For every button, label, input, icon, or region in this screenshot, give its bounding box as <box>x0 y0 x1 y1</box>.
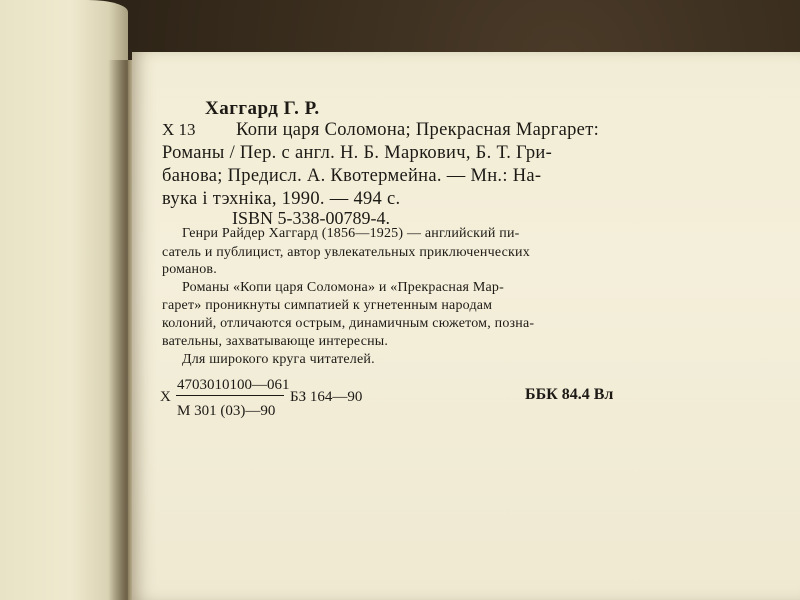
annotation-line-4: Романы «Копи царя Соломона» и «Прекрасная Мар- <box>182 280 504 295</box>
call-code: Х 13 <box>162 120 196 139</box>
description-line-2: Романы / Пер. с англ. Н. Б. Маркович, Б. Т. Гри- <box>162 143 553 163</box>
cip-fraction-rule <box>176 395 284 396</box>
annotation-line-3: романов. <box>162 262 217 277</box>
author-heading: Хаггард Г. Р. <box>205 98 320 119</box>
cip-bz-code: БЗ 164—90 <box>290 389 363 405</box>
annotation-line-6: колоний, отличаются острым, динамичным сюжетом, позна- <box>162 316 535 331</box>
isbn-line: ISBN 5-338-00789-4. <box>232 208 390 228</box>
annotation-line-2: сатель и публицист, автор увлекательных приключенческих <box>162 245 530 260</box>
cip-prefix: Х <box>160 389 171 405</box>
description-line-3: банова; Предисл. А. Квотермейна. — Мн.: На- <box>162 166 542 186</box>
cip-numerator: 4703010100—061 <box>177 377 290 393</box>
bbk-code: ББК 84.4 Вл <box>525 386 614 403</box>
cip-denominator: М 301 (03)—90 <box>177 403 276 419</box>
annotation-line-7: вательны, захватывающе интересны. <box>162 334 389 349</box>
annotation-line-8: Для широкого круга читателей. <box>182 352 375 367</box>
description-line-1: Копи царя Соломона; Прекрасная Маргарет: <box>236 120 600 140</box>
annotation-line-1: Генри Райдер Хаггард (1856—1925) — английский пи- <box>182 226 520 241</box>
description-line-4: вука і тэхніка, 1990. — 494 с. <box>162 189 401 209</box>
annotation-line-5: гарет» проникнуты симпатией к угнетенным народам <box>162 298 493 313</box>
